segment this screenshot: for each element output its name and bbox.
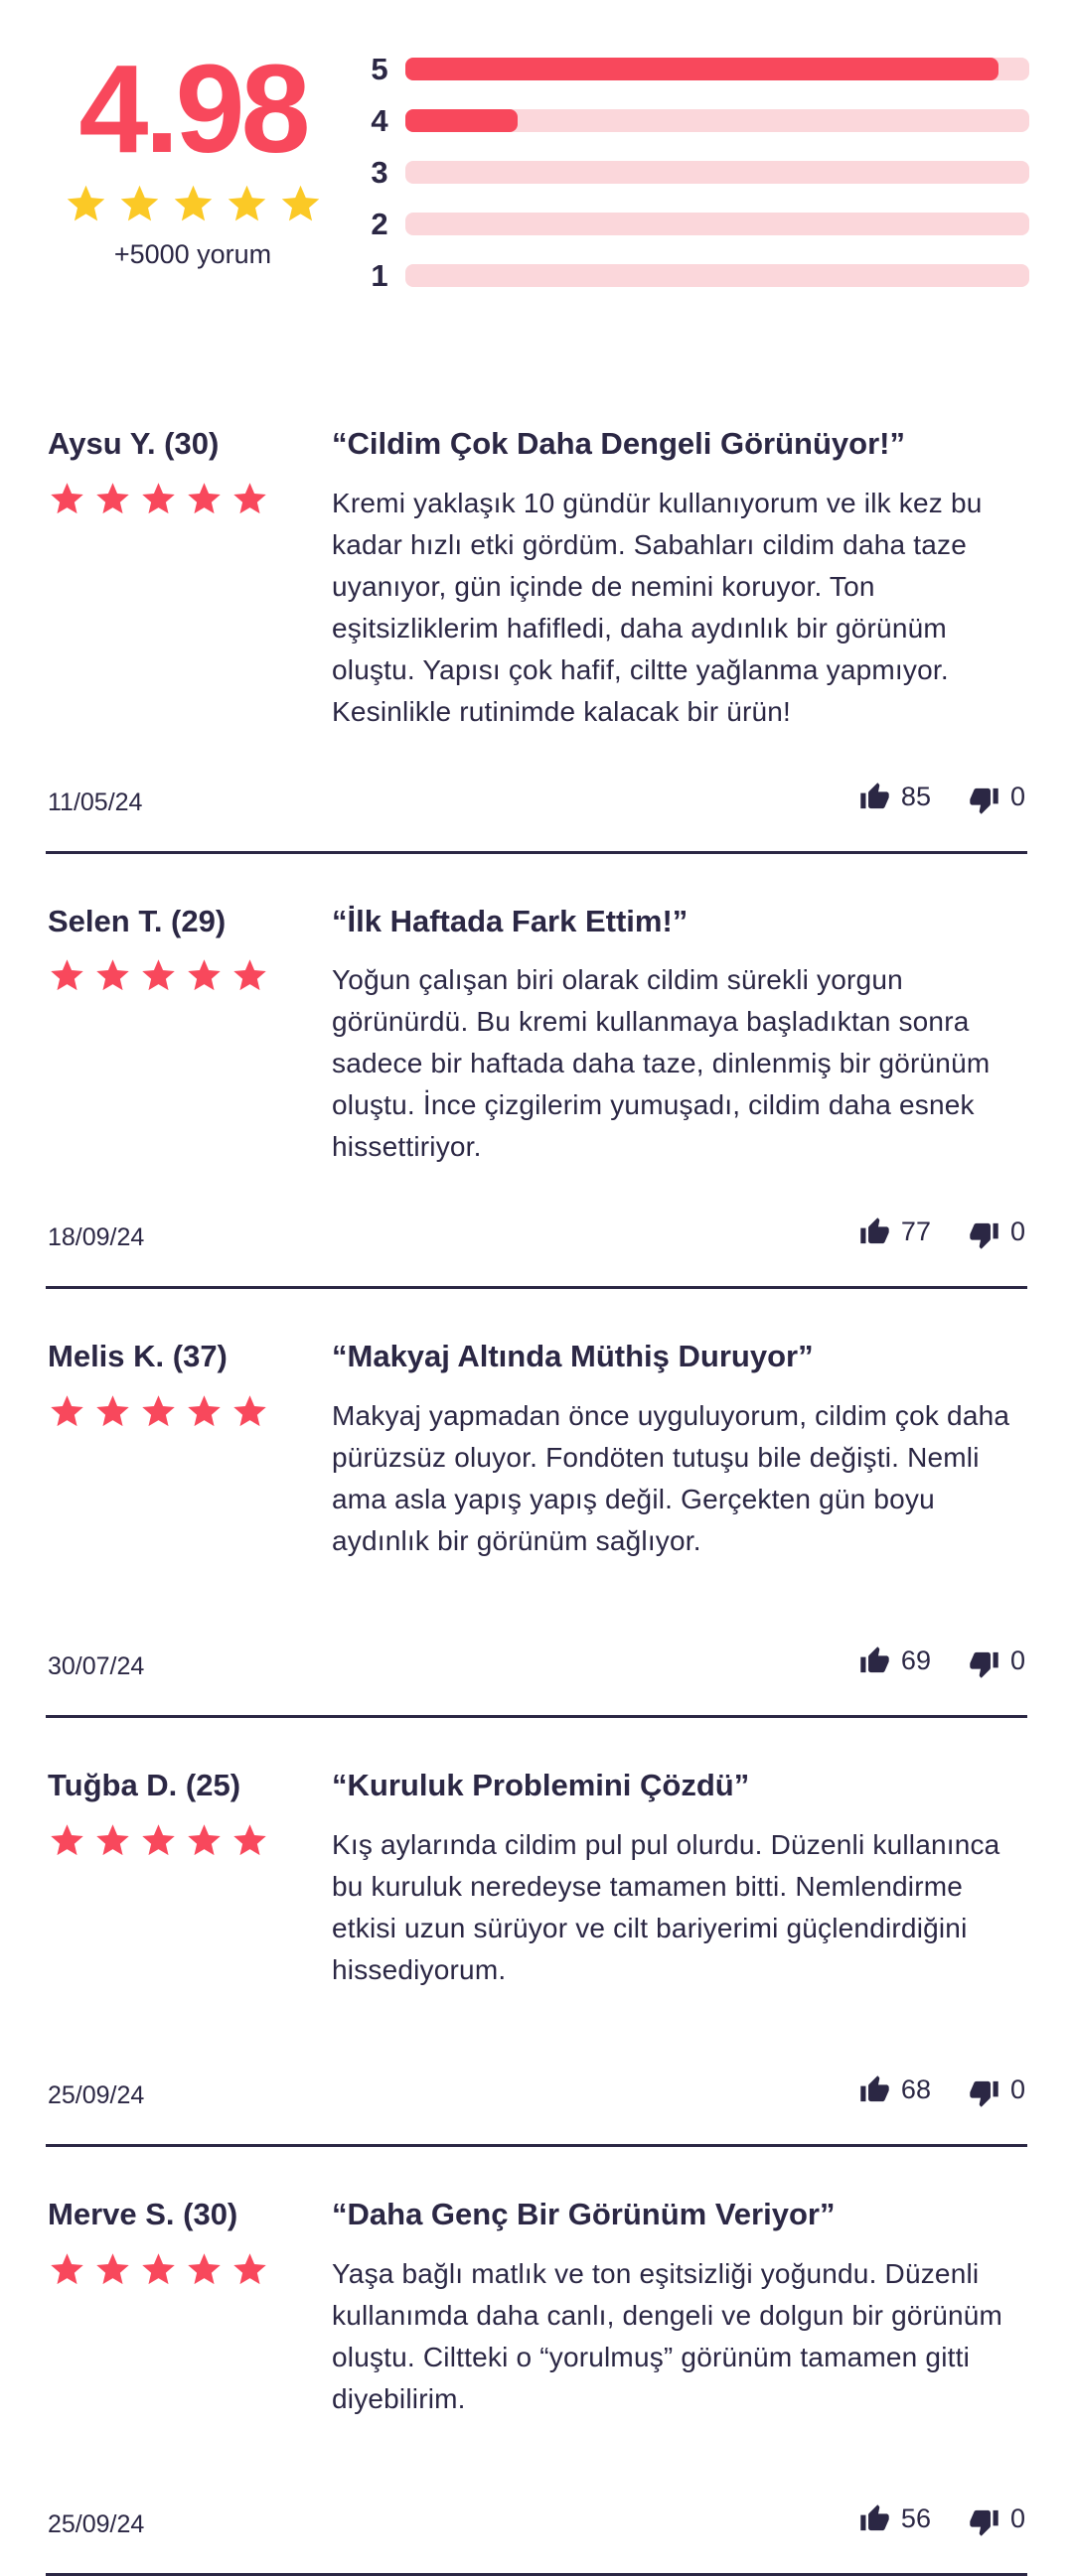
thumbs-down-icon <box>969 1648 999 1679</box>
histogram-bar-track <box>405 161 1029 184</box>
thumbs-down-icon <box>969 1219 999 1250</box>
review-votes <box>859 1643 1025 1679</box>
star-icon <box>185 956 224 995</box>
star-icon <box>230 2250 269 2289</box>
rating-histogram <box>366 46 1029 291</box>
review-content <box>48 904 1025 1169</box>
histogram-star-label: 1 <box>371 258 388 293</box>
dislike-count: 0 <box>1009 1646 1025 1676</box>
histogram-star-label: 5 <box>371 52 388 86</box>
dislike-count: 0 <box>1009 2504 1025 2534</box>
rating-score-block <box>46 39 340 291</box>
star-icon <box>48 956 86 995</box>
dislike-count: 0 <box>1009 781 1025 811</box>
review-date: 11/05/24 <box>48 787 143 816</box>
review-votes <box>859 1214 1025 1250</box>
star-icon <box>230 1821 269 1860</box>
review-content <box>48 2197 1025 2420</box>
star-icon <box>185 480 224 518</box>
review-body: Kış aylarında cildim pul pul olurdu. Düzenli kullanınca bu kuruluk neredeyse tamamen bitti. Nemlendirme etkisi uzun sürüyor ve cilt bariyerimi güçlendirdiğini hissediyorum. <box>332 1828 1000 1985</box>
review-votes <box>859 2501 1025 2537</box>
histogram-row <box>366 105 1029 136</box>
like-count: 77 <box>900 1216 931 1247</box>
review-count-label: +5000 yorum <box>113 238 272 269</box>
review-text-column <box>332 2197 1025 2420</box>
star-icon <box>64 182 108 226</box>
review-body: Yoğun çalışan biri olarak cildim sürekli yorgun görünürdü. Bu kremi kullanmaya başladıktan sonra sadece bir haftada daha taze, dinlenmiş bir görünüm oluştu. İnce çizgilerim yumuşadı, cildim daha esnek hissettiriyor. <box>332 964 991 1163</box>
histogram-bar-track <box>405 264 1029 287</box>
review-body: Makyaj yapmadan önce uyguluyorum, cildim çok daha pürüzsüz oluyor. Fondöten tutuşu bile değişti. Nemli ama asla yapış yapış değil. Gerçekten gün boyu aydınlık bir görünüm sağlıyor. <box>332 1399 1010 1556</box>
review-title: “Makyaj Altında Müthiş Duruyor” <box>332 1339 814 1374</box>
review-title: “Cildim Çok Daha Dengeli Görünüyor!” <box>332 426 905 461</box>
review-rating-stars <box>48 1392 332 1431</box>
reviewer-name: Merve S. (30) <box>48 2197 238 2232</box>
review-content <box>48 1339 1025 1562</box>
thumbs-down-icon <box>969 2506 999 2537</box>
star-icon <box>93 2250 132 2289</box>
star-icon <box>139 480 178 518</box>
histogram-bar-fill <box>405 58 998 80</box>
star-icon <box>185 1821 224 1860</box>
star-icon <box>93 956 132 995</box>
star-icon <box>185 2250 224 2289</box>
review-card <box>46 1718 1027 2147</box>
thumbs-down-icon <box>969 2077 999 2108</box>
review-card <box>46 376 1027 854</box>
histogram-star-label: 4 <box>371 103 388 138</box>
like-count: 69 <box>900 1646 931 1676</box>
star-icon <box>117 182 162 226</box>
star-icon <box>93 1821 132 1860</box>
dislike-count: 0 <box>1009 2075 1025 2105</box>
review-title: “Daha Genç Bir Görünüm Veriyor” <box>332 2197 836 2232</box>
star-icon <box>230 956 269 995</box>
thumbs-up-button[interactable] <box>859 782 931 812</box>
thumbs-up-button[interactable] <box>859 2075 931 2105</box>
review-content <box>48 426 1025 733</box>
histogram-bar-track <box>405 58 1029 80</box>
review-footer <box>48 733 1025 815</box>
histogram-bar-track <box>405 213 1029 235</box>
thumbs-down-button[interactable] <box>969 1214 1025 1250</box>
star-icon <box>139 956 178 995</box>
review-date: 25/09/24 <box>48 2081 145 2110</box>
star-icon <box>185 1392 224 1431</box>
review-footer <box>48 1597 1025 1679</box>
review-title: “Kuruluk Problemini Çözdü” <box>332 1768 750 1803</box>
thumbs-up-icon <box>859 2075 890 2105</box>
reviewer-name: Aysu Y. (30) <box>48 426 220 461</box>
like-count: 68 <box>900 2075 931 2105</box>
histogram-row <box>366 209 1029 239</box>
review-meta-column <box>48 904 332 1169</box>
star-icon <box>139 1821 178 1860</box>
reviews-list <box>0 376 1073 2576</box>
review-title: “İlk Haftada Fark Ettim!” <box>332 903 689 938</box>
review-text-column <box>332 1768 1025 1991</box>
review-rating-stars <box>48 2250 332 2289</box>
rating-summary <box>0 0 1073 291</box>
review-rating-stars <box>48 1821 332 1860</box>
review-footer <box>48 2026 1025 2108</box>
review-card <box>46 1289 1027 1718</box>
thumbs-up-button[interactable] <box>859 1646 931 1676</box>
star-icon <box>139 2250 178 2289</box>
thumbs-down-icon <box>969 785 999 815</box>
star-icon <box>230 480 269 518</box>
thumbs-down-button[interactable] <box>969 2072 1025 2108</box>
review-date: 18/09/24 <box>48 1223 145 1252</box>
star-icon <box>171 182 216 226</box>
review-text-column <box>332 1339 1025 1562</box>
thumbs-down-button[interactable] <box>969 2501 1025 2537</box>
histogram-bar-track <box>405 109 1029 132</box>
review-text-column <box>332 904 1025 1169</box>
star-icon <box>225 182 269 226</box>
review-date: 30/07/24 <box>48 1652 145 1681</box>
reviewer-name: Tuğba D. (25) <box>48 1768 241 1803</box>
thumbs-up-button[interactable] <box>859 1216 931 1247</box>
review-text-column <box>332 426 1025 733</box>
review-footer <box>48 1168 1025 1250</box>
thumbs-down-button[interactable] <box>969 779 1025 815</box>
thumbs-up-icon <box>859 782 890 812</box>
average-rating-stars <box>64 182 323 226</box>
like-count: 85 <box>900 781 931 811</box>
star-icon <box>48 1821 86 1860</box>
review-votes <box>859 779 1025 815</box>
review-meta-column <box>48 1339 332 1562</box>
star-icon <box>48 480 86 518</box>
review-meta-column <box>48 2197 332 2420</box>
average-rating-value: 4.98 <box>78 39 307 179</box>
reviewer-name: Melis K. (37) <box>48 1339 228 1374</box>
review-rating-stars <box>48 956 332 995</box>
thumbs-up-icon <box>859 1216 890 1247</box>
review-meta-column <box>48 426 332 733</box>
review-votes <box>859 2072 1025 2108</box>
thumbs-up-icon <box>859 1646 890 1676</box>
thumbs-down-button[interactable] <box>969 1643 1025 1679</box>
histogram-star-label: 2 <box>371 207 388 241</box>
histogram-row <box>366 260 1029 291</box>
star-icon <box>139 1392 178 1431</box>
histogram-star-label: 3 <box>371 155 388 190</box>
review-rating-stars <box>48 480 332 518</box>
thumbs-up-icon <box>859 2504 890 2534</box>
star-icon <box>230 1392 269 1431</box>
star-icon <box>93 480 132 518</box>
histogram-bar-fill <box>405 109 518 132</box>
star-icon <box>48 1392 86 1431</box>
review-meta-column <box>48 1768 332 1991</box>
star-icon <box>48 2250 86 2289</box>
reviewer-name: Selen T. (29) <box>48 903 227 938</box>
review-date: 25/09/24 <box>48 2510 145 2539</box>
like-count: 56 <box>900 2504 931 2534</box>
review-content <box>48 1768 1025 1991</box>
star-icon <box>93 1392 132 1431</box>
star-icon <box>278 182 323 226</box>
dislike-count: 0 <box>1009 1216 1025 1247</box>
histogram-row <box>366 54 1029 84</box>
review-card <box>46 2147 1027 2576</box>
thumbs-up-button[interactable] <box>859 2504 931 2534</box>
review-body: Kremi yaklaşık 10 gündür kullanıyorum ve ilk kez bu kadar hızlı etki gördüm. Sabahları cildim daha taze uyanıyor, gün içinde de nemini koruyor. Ton eşitsizliklerim hafifledi, daha aydınlık bir görünüm oluştu. Yapısı çok hafif, ciltte yağlanma yapmıyor. Kesinlikle rutinimde kalacak bir ürün! <box>332 487 983 727</box>
review-card <box>46 854 1027 1290</box>
histogram-row <box>366 157 1029 188</box>
review-body: Yaşa bağlı matlık ve ton eşitsizliği yoğundu. Düzenli kullanımda daha canlı, dengeli ve dolgun bir görünüm oluştu. Ciltteki o “yorulmuş” görünüm tamamen gitti diyebilirim. <box>332 2257 1003 2414</box>
